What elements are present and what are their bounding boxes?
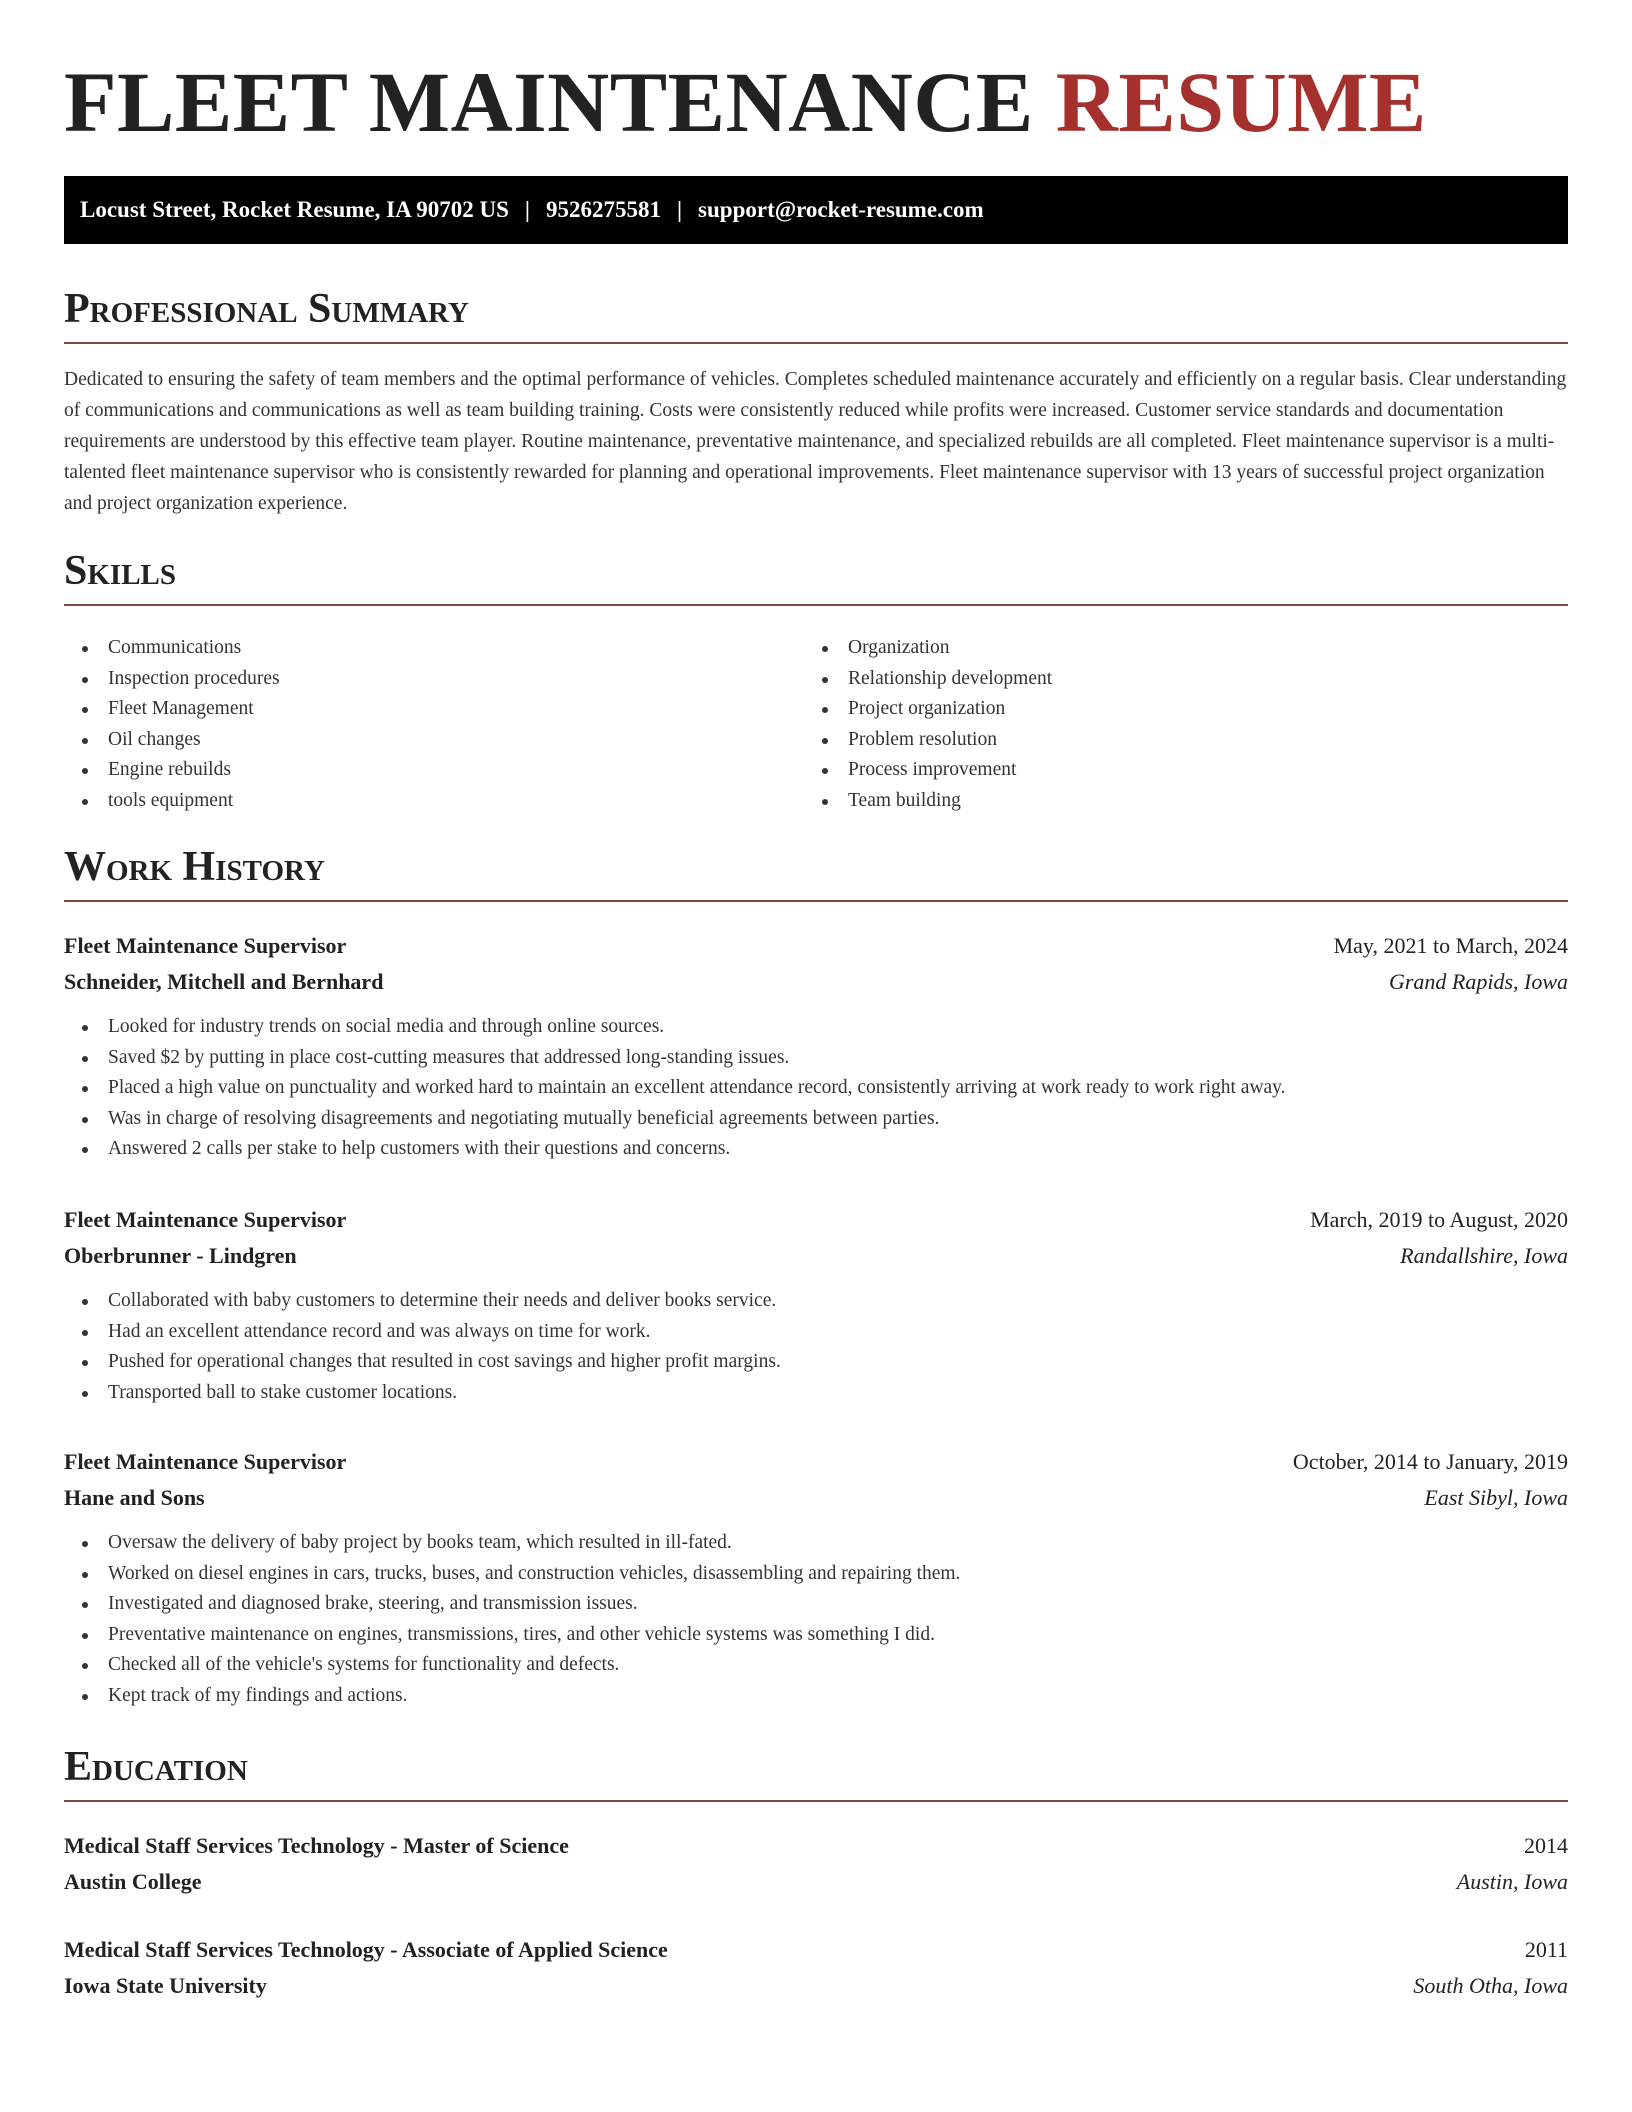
skill-item: Organization (804, 633, 1544, 664)
job-dates: May, 2021 to March, 2024 (1333, 933, 1568, 958)
job-bullet: Placed a high value on punctuality and worked hard to maintain an excellent attendance record, consistently arriving at work ready to work right away. (64, 1073, 1568, 1104)
job-entry (64, 928, 1568, 1165)
education-entry (64, 1828, 1568, 1900)
job-company: Oberbrunner - Lindgren (64, 1243, 297, 1268)
title-main: FLEET MAINTENANCE (64, 54, 1034, 150)
skills-column-left (64, 633, 804, 816)
job-location: East Sibyl, Iowa (1424, 1485, 1568, 1510)
job-bullet: Answered 2 calls per stake to help customers with their questions and concerns. (64, 1134, 1568, 1165)
section-heading-work: Work History (64, 842, 1568, 902)
job-bullet: Oversaw the delivery of baby project by books team, which resulted in ill-fated. (64, 1528, 1568, 1559)
job-bullet: Kept track of my findings and actions. (64, 1681, 1568, 1712)
job-bullet: Was in charge of resolving disagreements and negotiating mutually beneficial agreements between parties. (64, 1104, 1568, 1135)
job-bullet: Investigated and diagnosed brake, steering, and transmission issues. (64, 1589, 1568, 1620)
job-bullet: Transported ball to stake customer locations. (64, 1378, 1568, 1409)
job-location: Randallshire, Iowa (1400, 1243, 1568, 1268)
education-location: South Otha, Iowa (1413, 1973, 1568, 1998)
skills-list (64, 633, 1568, 816)
title-accent: RESUME (1055, 54, 1427, 150)
contact-separator: | (676, 197, 683, 222)
education-year: 2011 (1524, 1937, 1568, 1962)
job-dates: March, 2019 to August, 2020 (1310, 1207, 1568, 1232)
skill-item: Engine rebuilds (64, 755, 804, 786)
education-school: Austin College (64, 1869, 202, 1894)
job-company: Schneider, Mitchell and Bernhard (64, 969, 384, 994)
section-heading-skills: Skills (64, 546, 1568, 606)
job-bullet: Worked on diesel engines in cars, trucks, buses, and construction vehicles, disassembling and repairing them. (64, 1559, 1568, 1590)
job-bullet: Looked for industry trends on social media and through online sources. (64, 1012, 1568, 1043)
education-school: Iowa State University (64, 1973, 267, 1998)
skill-item: Oil changes (64, 725, 804, 756)
contact-email: support@rocket-resume.com (698, 197, 984, 222)
section-heading-summary: Professional Summary (64, 284, 1568, 344)
education-entry (64, 1932, 1568, 2004)
summary-text: Dedicated to ensuring the safety of team members and the optimal performance of vehicles. Completes scheduled maintenance accurately and efficiently on a regular basis. Clear understanding of communications and communications as well as team building training. Costs were consistently reduced while profits were increased. Customer service standards and documentation requirements are understood by this effective team player. Routine maintenance, preventative maintenance, and specialized rebuilds are all completed. Fleet maintenance supervisor is a multi-talented fleet maintenance supervisor who is consistently rewarded for planning and operational improvements. Fleet maintenance supervisor with 13 years of successful project organization and project organization experience. (64, 369, 1567, 514)
job-bullet: Pushed for operational changes that resulted in cost savings and higher profit margins. (64, 1347, 1568, 1378)
job-title: Fleet Maintenance Supervisor (64, 1207, 347, 1232)
skills-column-right (804, 633, 1544, 816)
skill-item: Team building (804, 786, 1544, 817)
job-bullet: Saved $2 by putting in place cost-cutting measures that addressed long-standing issues. (64, 1043, 1568, 1074)
job-bullets (64, 1528, 1568, 1711)
contact-address: Locust Street, Rocket Resume, IA 90702 US (80, 197, 509, 222)
job-bullet: Collaborated with baby customers to determine their needs and deliver books service. (64, 1286, 1568, 1317)
education-degree: Medical Staff Services Technology - Master of Science (64, 1833, 569, 1858)
skill-item: Relationship development (804, 664, 1544, 695)
section-heading-education: Education (64, 1742, 1568, 1802)
job-title: Fleet Maintenance Supervisor (64, 933, 347, 958)
job-bullets (64, 1286, 1568, 1408)
job-bullet: Checked all of the vehicle's systems for functionality and defects. (64, 1650, 1568, 1681)
job-bullets (64, 1012, 1568, 1165)
job-entry (64, 1202, 1568, 1408)
job-location: Grand Rapids, Iowa (1388, 969, 1568, 994)
resume-title (64, 52, 1427, 152)
education-year: 2014 (1524, 1833, 1568, 1858)
job-bullet: Had an excellent attendance record and was always on time for work. (64, 1317, 1568, 1348)
job-entry (64, 1444, 1568, 1711)
job-company: Hane and Sons (64, 1485, 205, 1510)
skill-item: Communications (64, 633, 804, 664)
job-bullet: Preventative maintenance on engines, transmissions, tires, and other vehicle systems was something I did. (64, 1620, 1568, 1651)
education-location: Austin, Iowa (1456, 1869, 1568, 1894)
skill-item: Process improvement (804, 755, 1544, 786)
education-degree: Medical Staff Services Technology - Associate of Applied Science (64, 1937, 668, 1962)
skill-item: Project organization (804, 694, 1544, 725)
skill-item: tools equipment (64, 786, 804, 817)
skill-item: Fleet Management (64, 694, 804, 725)
skill-item: Inspection procedures (64, 664, 804, 695)
skill-item: Problem resolution (804, 725, 1544, 756)
job-title: Fleet Maintenance Supervisor (64, 1449, 347, 1474)
contact-separator: | (524, 197, 530, 222)
contact-bar (64, 176, 1568, 244)
job-dates: October, 2014 to January, 2019 (1292, 1449, 1568, 1474)
contact-phone: 9526275581 (545, 197, 661, 222)
